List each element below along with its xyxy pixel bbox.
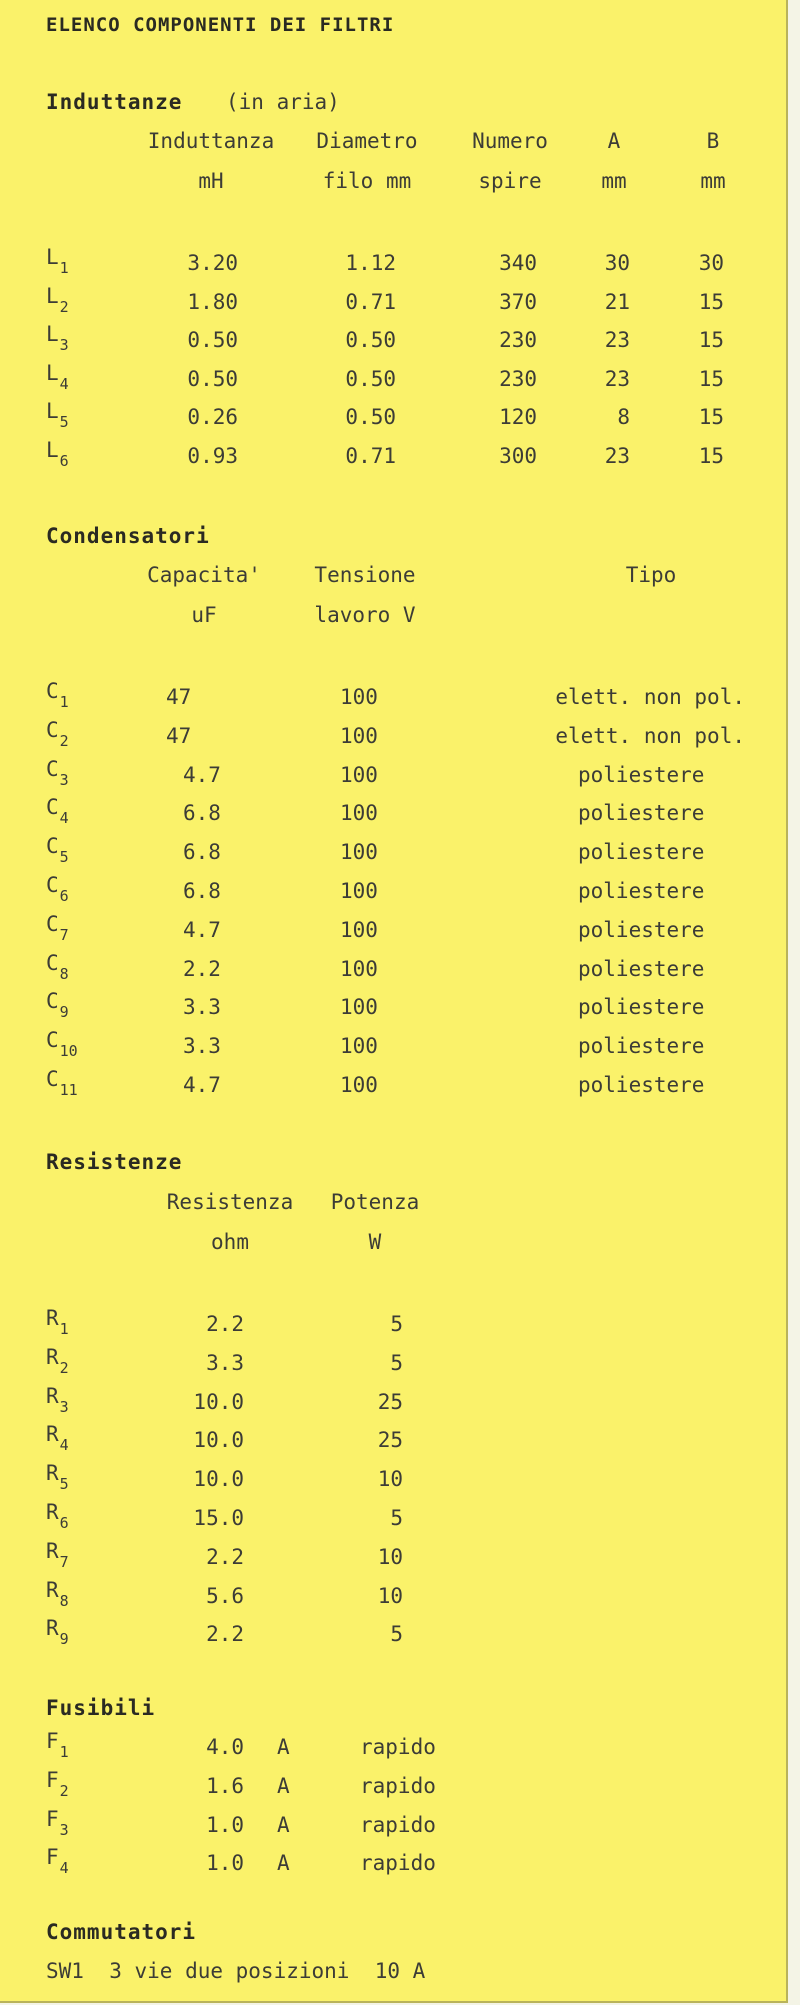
component-letter: C xyxy=(46,679,59,703)
component-subscript: 1 xyxy=(59,259,69,277)
table-cell: 47 xyxy=(166,723,192,748)
component-letter: R xyxy=(46,1538,59,1563)
section-heading-fuses: Fusibili xyxy=(46,1696,156,1720)
table-cell: 15 xyxy=(698,366,724,391)
column-unit: filo mm xyxy=(322,169,412,193)
column-header: Numero xyxy=(472,129,548,153)
table-cell: 10 xyxy=(377,1583,403,1608)
component-subscript: 3 xyxy=(59,1397,69,1416)
component-subscript: 7 xyxy=(59,1552,69,1571)
table-cell: rapido xyxy=(360,1773,436,1798)
component-subscript: 2 xyxy=(59,1358,69,1377)
table-cell: 23 xyxy=(604,328,630,352)
table-cell: 100 xyxy=(340,762,378,787)
table-cell: 30 xyxy=(698,251,724,275)
table-cell: elett. non pol. xyxy=(555,723,745,748)
column-header: Tipo xyxy=(625,563,677,587)
table-cell: 6.8 xyxy=(183,840,221,865)
component-subscript: 9 xyxy=(59,1630,69,1649)
table-cell: 30 xyxy=(604,251,630,275)
capacitor-label xyxy=(46,1027,78,1064)
section-heading-inductors: Induttanze xyxy=(46,90,183,114)
column-unit: ohm xyxy=(211,1230,249,1254)
component-letter: C xyxy=(46,1028,59,1053)
table-cell: 2.2 xyxy=(206,1622,244,1647)
component-subscript: 2 xyxy=(59,731,69,750)
column-unit: uF xyxy=(191,603,217,627)
table-cell: rapido xyxy=(360,1735,436,1759)
component-subscript: 1 xyxy=(59,1320,69,1338)
component-letter: R xyxy=(46,1306,59,1330)
table-cell: 15 xyxy=(698,443,724,468)
table-cell: 0.50 xyxy=(345,405,396,429)
table-cell: 5.6 xyxy=(206,1583,244,1608)
component-letter: L xyxy=(46,245,59,269)
table-cell: 4.7 xyxy=(183,1073,221,1097)
table-cell: 100 xyxy=(340,917,378,942)
table-cell: 1.0 xyxy=(206,1851,244,1876)
table-cell: 4.7 xyxy=(183,762,221,787)
table-cell: 0.50 xyxy=(187,366,238,391)
component-letter: L xyxy=(46,437,59,462)
component-subscript: 5 xyxy=(59,848,69,867)
component-subscript: 1 xyxy=(59,693,69,711)
table-cell: poliestere xyxy=(578,801,705,826)
table-cell: poliestere xyxy=(578,1034,705,1059)
component-subscript: 6 xyxy=(59,887,69,905)
table-cell: 340 xyxy=(499,251,537,275)
component-subscript: 8 xyxy=(59,964,69,983)
table-cell: 4.0 xyxy=(206,1735,244,1759)
table-cell: poliestere xyxy=(578,995,705,1020)
table-cell: 5 xyxy=(390,1350,403,1375)
component-letter: F xyxy=(46,1806,59,1831)
table-cell: poliestere xyxy=(578,762,705,787)
column-unit: lavoro V xyxy=(314,603,416,627)
component-subscript: 6 xyxy=(59,451,69,470)
capacitor-label xyxy=(46,794,69,831)
table-cell: 5 xyxy=(390,1312,403,1336)
table-cell: 100 xyxy=(340,723,378,748)
component-subscript: 11 xyxy=(59,1081,78,1099)
page-title: ELENCO COMPONENTI DEI FILTRI xyxy=(46,14,395,36)
column-header: Resistenza xyxy=(166,1190,294,1214)
table-cell: poliestere xyxy=(578,840,705,865)
capacitor-label xyxy=(46,756,69,793)
component-letter: C xyxy=(46,756,59,781)
table-cell: 15 xyxy=(698,328,724,352)
capacitor-label xyxy=(46,950,69,987)
component-letter: L xyxy=(46,360,59,385)
component-letter: L xyxy=(46,399,59,423)
table-cell: A xyxy=(277,1851,290,1876)
capacitor-label xyxy=(46,678,69,715)
component-subscript: 5 xyxy=(59,413,69,431)
table-cell: 5 xyxy=(390,1506,403,1530)
table-cell: 21 xyxy=(604,289,630,314)
table-cell: 100 xyxy=(340,1073,378,1097)
capacitor-label xyxy=(46,988,69,1025)
table-cell: 0.50 xyxy=(345,328,396,352)
table-cell: 2.2 xyxy=(206,1312,244,1336)
table-cell: 10.0 xyxy=(193,1428,244,1453)
table-cell: 15 xyxy=(698,289,724,314)
table-cell: 0.50 xyxy=(187,328,238,352)
table-cell: rapido xyxy=(360,1851,436,1876)
component-letter: L xyxy=(46,283,59,308)
component-subscript: 6 xyxy=(59,1514,69,1532)
column-header: A xyxy=(607,129,621,153)
table-cell: 370 xyxy=(499,289,537,314)
table-cell: poliestere xyxy=(578,879,705,903)
component-letter: L xyxy=(46,322,59,346)
component-letter: F xyxy=(46,1845,59,1870)
table-cell: 10.0 xyxy=(193,1467,244,1492)
table-cell: 1.80 xyxy=(187,289,238,314)
table-cell: poliestere xyxy=(578,917,705,942)
capacitor-label xyxy=(46,872,69,909)
column-header: Potenza xyxy=(330,1190,420,1214)
table-cell: 23 xyxy=(604,366,630,391)
component-subscript: 3 xyxy=(59,1820,69,1839)
table-cell: 0.26 xyxy=(187,405,238,429)
component-letter: C xyxy=(46,911,59,936)
table-cell: rapido xyxy=(360,1812,436,1837)
column-unit: mm xyxy=(601,169,627,193)
table-cell: 2.2 xyxy=(206,1544,244,1569)
component-letter: R xyxy=(46,1500,59,1524)
table-cell: 10 xyxy=(377,1467,403,1492)
component-subscript: 4 xyxy=(59,809,69,828)
table-cell: 230 xyxy=(499,366,537,391)
column-header: Capacita' xyxy=(147,563,261,587)
table-cell: 100 xyxy=(340,801,378,826)
component-letter: R xyxy=(46,1422,59,1447)
table-cell: 100 xyxy=(340,840,378,865)
table-cell: 100 xyxy=(340,685,378,709)
section-heading-resistors: Resistenze xyxy=(46,1150,183,1174)
column-unit: mm xyxy=(700,169,726,193)
table-cell: 47 xyxy=(166,685,192,709)
component-letter: C xyxy=(46,989,59,1014)
table-cell: 1.6 xyxy=(206,1773,244,1798)
table-cell: 25 xyxy=(377,1428,403,1453)
table-cell: 6.8 xyxy=(183,879,221,903)
table-cell: poliestere xyxy=(578,956,705,981)
section-heading-capacitors: Condensatori xyxy=(46,524,210,548)
table-cell: 6.8 xyxy=(183,801,221,826)
table-cell: 15 xyxy=(698,405,724,429)
capacitor-label xyxy=(46,717,69,754)
table-cell: 100 xyxy=(340,1034,378,1059)
table-cell: 10.0 xyxy=(193,1389,244,1414)
component-subscript: 3 xyxy=(59,770,69,789)
component-subscript: 4 xyxy=(59,374,69,393)
component-letter: C xyxy=(46,834,59,859)
column-header: Diametro xyxy=(316,129,418,153)
table-cell: 15.0 xyxy=(193,1506,244,1530)
table-cell: 230 xyxy=(499,328,537,352)
table-cell: 0.50 xyxy=(345,366,396,391)
table-cell: 10 xyxy=(377,1544,403,1569)
column-unit: mH xyxy=(198,169,224,193)
table-cell: 8 xyxy=(617,405,630,429)
column-header: B xyxy=(706,129,720,153)
table-cell: 3.3 xyxy=(206,1350,244,1375)
column-header: Induttanza xyxy=(147,129,275,153)
component-subscript: 7 xyxy=(59,925,69,944)
component-letter: C xyxy=(46,717,59,742)
component-letter: R xyxy=(46,1383,59,1408)
section-heading-switches: Commutatori xyxy=(46,1920,197,1944)
component-letter: F xyxy=(46,1729,59,1753)
table-cell: 3.20 xyxy=(187,251,238,275)
inductors-note: (in aria) xyxy=(226,90,340,114)
capacitor-label xyxy=(46,1066,78,1103)
table-cell: 120 xyxy=(499,405,537,429)
component-letter: R xyxy=(46,1577,59,1602)
component-letter: C xyxy=(46,795,59,820)
table-cell: 0.71 xyxy=(345,443,396,468)
component-subscript: 2 xyxy=(59,297,69,316)
table-cell: A xyxy=(277,1735,290,1759)
table-cell: 100 xyxy=(340,879,378,903)
column-unit: W xyxy=(368,1230,382,1254)
table-cell: 0.93 xyxy=(187,443,238,468)
table-cell: 100 xyxy=(340,995,378,1020)
component-subscript: 4 xyxy=(59,1859,69,1878)
table-cell: 300 xyxy=(499,443,537,468)
component-letter: R xyxy=(46,1344,59,1369)
column-header: Tensione xyxy=(314,563,416,587)
component-subscript: 1 xyxy=(59,1743,69,1761)
component-letter: C xyxy=(46,950,59,975)
table-cell: 0.71 xyxy=(345,289,396,314)
component-subscript: 8 xyxy=(59,1591,69,1610)
table-cell: 23 xyxy=(604,443,630,468)
table-cell: elett. non pol. xyxy=(555,685,745,709)
table-cell: 25 xyxy=(377,1389,403,1414)
table-cell: 4.7 xyxy=(183,917,221,942)
component-subscript: 9 xyxy=(59,1003,69,1022)
component-letter: R xyxy=(46,1461,59,1486)
table-cell: 100 xyxy=(340,956,378,981)
capacitor-label xyxy=(46,911,69,948)
component-letter: F xyxy=(46,1767,59,1792)
component-subscript: 5 xyxy=(59,1475,69,1494)
table-cell: 5 xyxy=(390,1622,403,1647)
component-subscript: 4 xyxy=(59,1436,69,1455)
switch-line: SW1 3 vie due posizioni 10 A xyxy=(46,1959,426,1983)
component-subscript: 2 xyxy=(59,1781,69,1800)
component-subscript: 10 xyxy=(59,1042,78,1061)
component-subscript: 3 xyxy=(59,336,69,354)
component-letter: C xyxy=(46,1067,59,1091)
table-cell: A xyxy=(277,1812,290,1837)
component-letter: C xyxy=(46,873,59,897)
table-cell: 2.2 xyxy=(183,956,221,981)
capacitor-label xyxy=(46,833,69,870)
table-cell: 3.3 xyxy=(183,1034,221,1059)
table-cell: poliestere xyxy=(578,1073,705,1097)
table-cell: 1.0 xyxy=(206,1812,244,1837)
table-cell: 3.3 xyxy=(183,995,221,1020)
column-unit: spire xyxy=(478,169,542,193)
table-cell: 1.12 xyxy=(345,251,396,275)
component-letter: R xyxy=(46,1616,59,1641)
table-cell: A xyxy=(277,1773,290,1798)
